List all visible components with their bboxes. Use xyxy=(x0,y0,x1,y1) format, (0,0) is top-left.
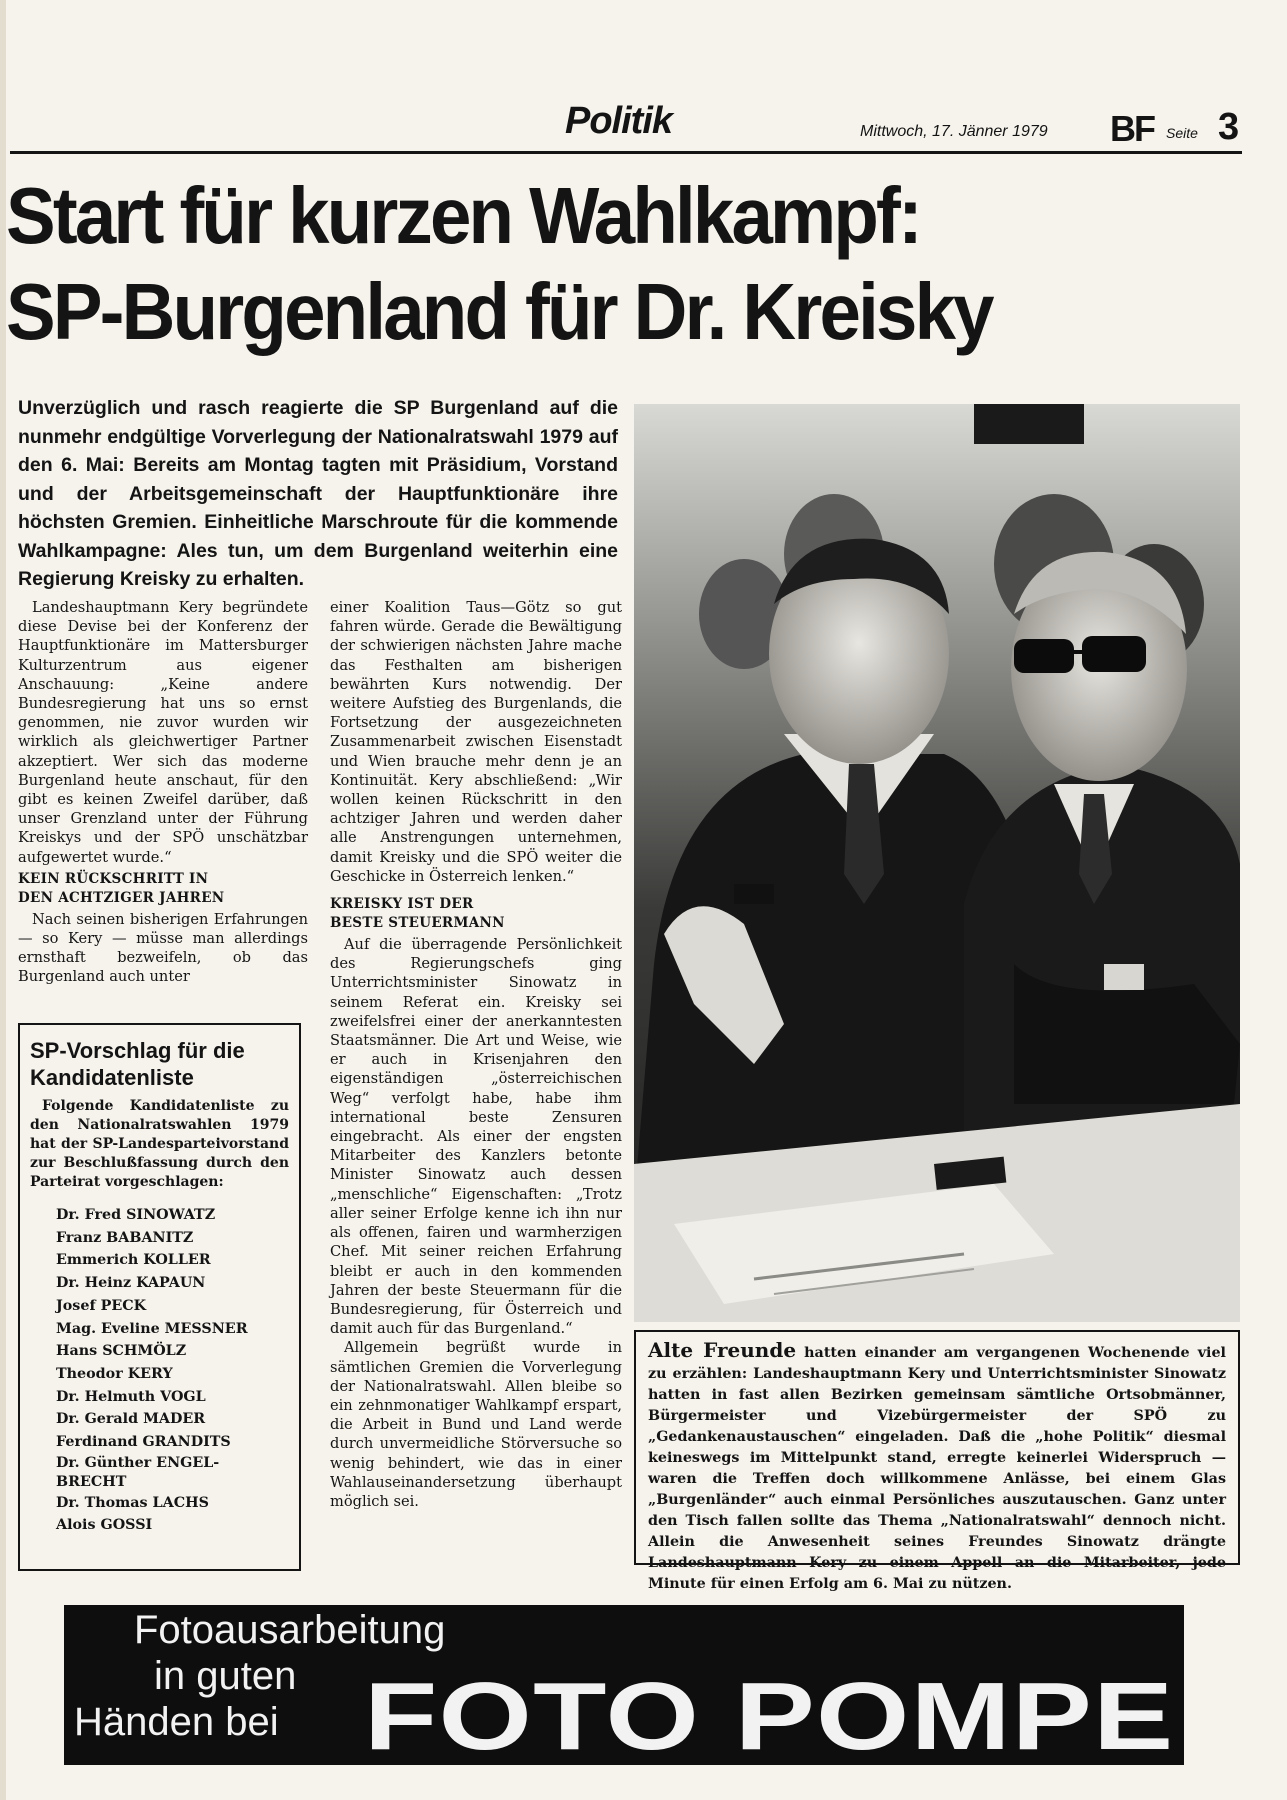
candidate-item: Theodor KERY xyxy=(56,1365,173,1382)
subheading-line: KREISKY IST DER xyxy=(330,896,474,913)
candidate-item: Dr. Gerald MADER xyxy=(56,1411,206,1428)
headline-line-2: SP-Burgenland für Dr. Kreisky xyxy=(6,267,992,356)
candidate-item: Dr. Helmuth VOGL xyxy=(56,1388,206,1405)
ad-slogan-line: Fotoausarbeitung xyxy=(134,1608,446,1652)
lead-paragraph: Unverzüglich und rasch reagierte die SP Burgenland auf die nunmehr endgültige Vorverlegung der Nationalratswahl 1979 auf den 6. Mai: Bereits am Montag tagten mit Präsidium, Vorstand und der Arbeitsgemeinschaft der Hauptfunktionäre ihre höchsten Gremien. Einheitliche Marschroute für die kommende Wahlkampagne: Ales tun, um dem Burgenland weiterhin eine Regierung Kreisky zu erhalten. xyxy=(18,397,618,590)
caption-text: hatten einander am vergangenen Wochenende viel zu erzählen: Landeshauptmann Kery und Unterrichtsminister Sinowatz hatten in fast allen Bezirken gemeinsam sämtliche Ortsobmänner, Bürgermeister und Vizebürgermeister der SPÖ zu „Gedankenaustauschen“ eingeladen. Daß die „hohe Politik“ diesmal keineswegs im Mittelpunkt stand, erregte keinerlei Widerspruch — waren die Treffen doch willkommene Anlässe, bei einem Glas „Burgenländer“ auch einmal Persönliches auszutauschen. Ganz unter den Tisch fallen sollte das Thema „Nationalratswahl“ dennoch nicht. Allein die Anwesenheit seines Freundes Sinowatz drängte Landeshauptmann Kery zu einem Appell an die Mitarbeiter, jede Minute für einen Erfolg am 6. Mai zu nützen. xyxy=(648,1345,1226,1592)
caption-lead: Alte Freunde xyxy=(648,1338,797,1362)
candidate-list xyxy=(30,1204,289,1537)
candidate-item: Emmerich KOLLER xyxy=(56,1252,211,1269)
candidate-item: Mag. Eveline MESSNER xyxy=(56,1320,248,1337)
newspaper-logo: BF xyxy=(1110,108,1154,149)
article-subheading xyxy=(330,895,622,933)
advertisement-banner xyxy=(64,1605,1184,1770)
subheading-line: BESTE STEUERMANN xyxy=(330,915,505,932)
candidate-item: Dr. Günther ENGEL- BRECHT xyxy=(56,1454,220,1490)
sidebar-title-line: Kandidatenliste xyxy=(30,1065,194,1090)
subheading-line: DEN ACHTZIGER JAHREN xyxy=(18,889,225,906)
header-rule xyxy=(10,151,1242,154)
sidebar-title xyxy=(30,1037,289,1091)
candidate-item: Josef PECK xyxy=(56,1297,147,1314)
article-paragraph: einer Koalition Taus—Götz so gut fahren würde. Gerade die Bewältigung der schwierigen nächsten Jahre mache das Festhalten am bisherigen bewährten Kurs notwendig. Der weitere Aufstieg des Burgenlands, die Fortsetzung der ausgezeichneten Zusammenarbeit zwischen Eisenstadt und Wien brauche mehr denn je an Kontinuität. Kery abschließend: „Wir wollen keinen Rückschritt in den achtziger Jahren und werden daher alle Anstrengungen unternehmen, damit Kreisky und die SPÖ weiter die Geschicke in Österreich lenken.“ xyxy=(330,599,622,885)
ad-slogan-line: in guten xyxy=(154,1654,297,1698)
article-paragraph: Auf die überragende Persönlichkeit des Regierungschefs ging Unterrichtsminister Sinowatz in seinem Referat ein. Kreisky sei zweifelsfrei einer der anerkanntesten Staatsmänner. Die Art und Weise, wie er auch in Krisenjahren den eigenständigen „österreichischen Weg“ verfolgt habe, habe ihm international beste Zensuren eingebracht. Als einer der engsten Mitarbeiter des Kanzlers betonte Minister Sinowatz auch dessen „menschliche“ Eigenschaften: „Trotz aller seiner Erfolge kenne ich ihn nur als offenen, fairen und warmherzigen Chef. Mit seiner reichen Erfahrung bleibt er auch in den kommenden Jahren der beste Steuermann für die Bundesregierung, für Österreich und damit auch für das Burgenland.“ xyxy=(330,936,622,1338)
candidate-list-box xyxy=(18,1023,301,1571)
page-label: Seite xyxy=(1166,125,1198,141)
candidate-item: Dr. Heinz KAPAUN xyxy=(56,1275,206,1292)
subheading-line: KEIN RÜCKSCHRITT IN xyxy=(18,870,209,887)
candidate-item: Franz BABANITZ xyxy=(56,1229,194,1246)
candidate-item: Dr. Fred SINOWATZ xyxy=(56,1207,216,1223)
article-column-1 xyxy=(18,598,308,987)
candidate-item: Alois GOSSI xyxy=(56,1517,153,1534)
sidebar-title-line: SP-Vorschlag für die xyxy=(30,1038,245,1063)
ad-slogan-line: Händen bei xyxy=(74,1700,279,1744)
candidate-item: Hans SCHMÖLZ xyxy=(56,1343,187,1360)
headline xyxy=(6,168,1159,360)
photo-illustration xyxy=(634,404,1240,1322)
section-label: Politik xyxy=(565,100,673,142)
news-photo xyxy=(634,404,1240,1322)
photo-caption xyxy=(634,1330,1240,1592)
headline-line-1: Start für kurzen Wahlkampf: xyxy=(6,171,921,260)
candidate-item: Ferdinand GRANDITS xyxy=(56,1434,231,1451)
article-subheading xyxy=(18,870,308,908)
article-paragraph: Nach seinen bisherigen Erfahrungen — so Kery — müsse man allerdings ernsthaft bezweifeln, ob das Burgenland auch unter xyxy=(18,910,308,986)
page-number: 3 xyxy=(1218,106,1240,148)
sidebar-intro: Folgende Kandidatenliste zu den Nationalratswahlen 1979 hat der SP-Landesparteivorstand zur Beschlußfassung durch den Parteirat vorgeschlagen: xyxy=(30,1098,289,1190)
candidate-item: Dr. Thomas LACHS xyxy=(56,1494,209,1511)
article-column-2 xyxy=(330,598,622,1511)
article-paragraph: Landeshauptmann Kery begründete diese Devise bei der Konferenz der Hauptfunktionäre im Mattersburger Kulturzentrum aus eigener Anschauung: „Keine andere Bundesregierung hat uns so ernst genommen, nie zuvor wurden wir wirklich als gleichwertiger Partner akzeptiert. Wer sich das moderne Burgenland heute anschaut, für den gibt es keinen Zweifel darüber, daß unser Grenzland unter der Führung Kreiskys und der SPÖ unschätzbar aufgewertet wurde.“ xyxy=(18,599,308,866)
ad-brand-name: FOTO POMPE xyxy=(364,1663,1175,1770)
article-paragraph: Allgemein begrüßt wurde in sämtlichen Gremien die Vorverlegung der Nationalratswahl. Allen bleibe so ein zehnmonatiger Wahlkampf erspart, die Arbeit in Bund und Land werde durch unvermeidliche Störversuche so wenig behindert, wie das in einer Wahlauseinandersetzung überhaupt möglich sei. xyxy=(330,1339,622,1510)
issue-date: Mittwoch, 17. Jänner 1979 xyxy=(860,123,1048,140)
